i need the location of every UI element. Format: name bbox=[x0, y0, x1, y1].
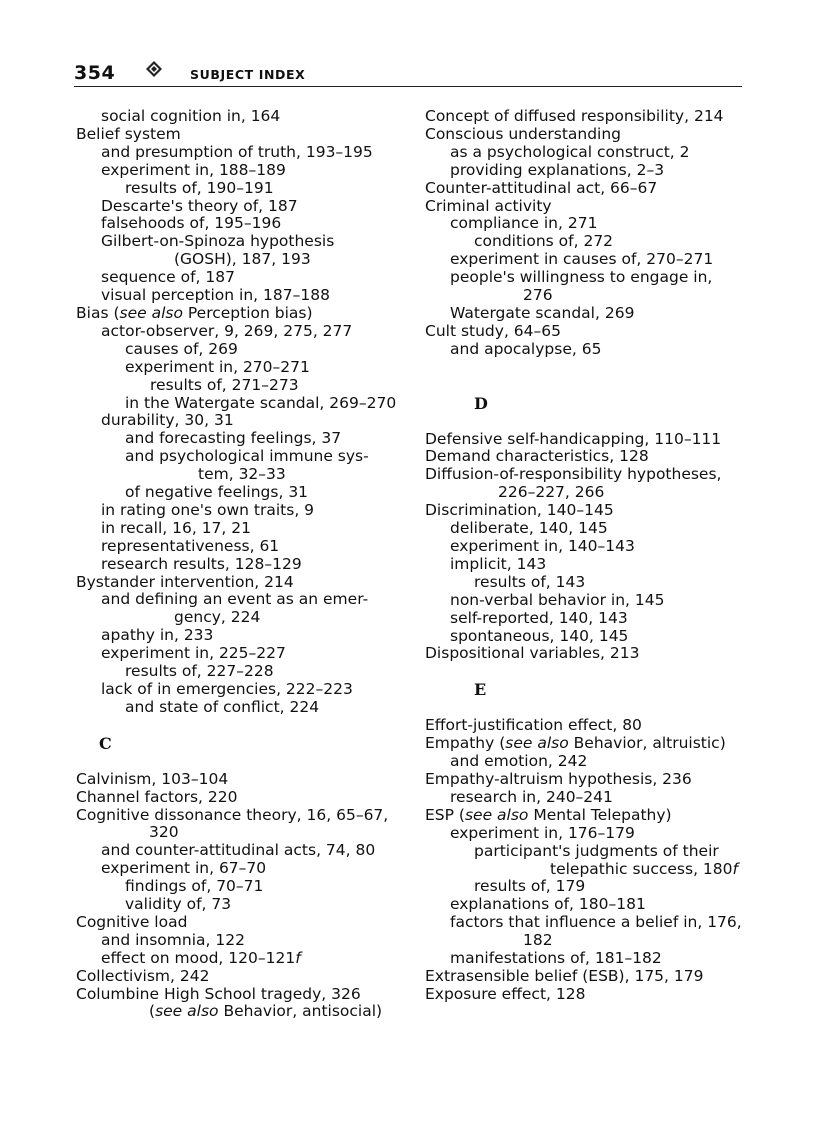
index-entry: results of, 190–191 bbox=[125, 178, 274, 197]
index-entry: and counter-attitudinal acts, 74, 80 bbox=[101, 841, 376, 860]
index-entry: conditions of, 272 bbox=[474, 232, 614, 251]
index-entry-continuation: (see also Behavior, antisocial) bbox=[149, 1002, 383, 1021]
section-letter-e: E bbox=[474, 680, 487, 700]
index-entry: in rating one's own traits, 9 bbox=[101, 500, 315, 519]
index-entry: implicit, 143 bbox=[450, 554, 547, 573]
index-entry: results of, 179 bbox=[474, 877, 586, 896]
index-entry: research results, 128–129 bbox=[101, 554, 302, 573]
index-entry: findings of, 70–71 bbox=[125, 877, 264, 896]
index-entry: Cognitive dissonance theory, 16, 65–67, bbox=[76, 805, 389, 824]
index-entry: lack of in emergencies, 222–223 bbox=[101, 680, 353, 698]
index-entry: Channel factors, 220 bbox=[76, 787, 238, 806]
index-entry: factors that influence a belief in, 176, bbox=[450, 913, 742, 932]
index-entry: results of, 143 bbox=[474, 572, 586, 591]
index-entry-continuation: 276 bbox=[523, 286, 553, 305]
index-entry: results of, 271–273 bbox=[150, 375, 299, 394]
index-entry-continuation: 182 bbox=[523, 931, 553, 950]
index-entry: causes of, 269 bbox=[125, 339, 238, 358]
index-entry: experiment in, 176–179 bbox=[450, 823, 635, 842]
index-entry: representativeness, 61 bbox=[101, 536, 280, 555]
index-entry: experiment in causes of, 270–271 bbox=[450, 250, 714, 269]
index-entry: providing explanations, 2–3 bbox=[450, 160, 665, 179]
index-entry-continuation: 320 bbox=[149, 823, 179, 842]
index-entry: and psychological immune sys- bbox=[125, 447, 369, 466]
index-entry: Diffusion-of-responsibility hypotheses, bbox=[425, 465, 722, 484]
index-entry-empathy: Empathy (see also Behavior, altruistic) bbox=[425, 734, 726, 753]
index-entry: Watergate scandal, 269 bbox=[450, 303, 635, 322]
index-column-left bbox=[76, 108, 406, 1021]
index-entry-bias: Bias (see also Perception bias) bbox=[76, 303, 313, 322]
index-entry: Columbine High School tragedy, 326 bbox=[76, 984, 361, 1003]
index-entry: Counter-attitudinal act, 66–67 bbox=[425, 178, 658, 197]
index-entry: Criminal activity bbox=[425, 196, 552, 215]
index-entry: Bystander intervention, 214 bbox=[76, 572, 294, 591]
index-entry: Collectivism, 242 bbox=[76, 966, 210, 985]
index-entry: Descarte's theory of, 187 bbox=[101, 196, 298, 215]
index-entry: Exposure effect, 128 bbox=[425, 984, 586, 1003]
index-entry: Effort-justification effect, 80 bbox=[425, 716, 642, 735]
index-entry: compliance in, 271 bbox=[450, 214, 598, 233]
index-entry: sequence of, 187 bbox=[101, 268, 235, 287]
index-entry-mood: effect on mood, 120–121f bbox=[101, 948, 301, 967]
index-entry: experiment in, 270–271 bbox=[125, 357, 310, 376]
index-entry: Gilbert-on-Spinoza hypothesis bbox=[101, 232, 335, 251]
index-entry: manifestations of, 181–182 bbox=[450, 949, 662, 968]
index-entry: Calvinism, 103–104 bbox=[76, 769, 229, 788]
index-entry: visual perception in, 187–188 bbox=[101, 286, 330, 305]
index-entry: people's willingness to engage in, bbox=[450, 268, 713, 287]
diamond-ornament-icon bbox=[146, 61, 162, 77]
index-entry: in recall, 16, 17, 21 bbox=[101, 518, 251, 537]
index-entry: and presumption of truth, 193–195 bbox=[101, 142, 373, 161]
header-title: SUBJECT INDEX bbox=[190, 67, 306, 82]
index-entry: self-reported, 140, 143 bbox=[450, 608, 628, 627]
index-entry: participant's judgments of their bbox=[474, 841, 719, 860]
index-entry: and emotion, 242 bbox=[450, 752, 588, 771]
index-entry: results of, 227–228 bbox=[125, 662, 274, 681]
index-entry: non-verbal behavior in, 145 bbox=[450, 590, 665, 609]
index-entry: as a psychological construct, 2 bbox=[450, 142, 690, 161]
index-entry: research in, 240–241 bbox=[450, 787, 613, 806]
index-entry: deliberate, 140, 145 bbox=[450, 519, 608, 538]
index-entry: and state of conflict, 224 bbox=[125, 697, 320, 716]
index-entry-continuation: (GOSH), 187, 193 bbox=[174, 250, 311, 269]
index-column-right bbox=[425, 108, 745, 1004]
index-entry: Concept of diffused responsibility, 214 bbox=[425, 107, 724, 125]
index-entry: actor-observer, 9, 269, 275, 277 bbox=[101, 321, 353, 340]
section-letter-d: D bbox=[474, 393, 488, 413]
index-entry-continuation: tem, 32–33 bbox=[198, 465, 286, 484]
index-entry-continuation: telepathic success, 180f bbox=[550, 859, 738, 878]
index-entry: Belief system bbox=[76, 124, 181, 143]
index-entry: and insomnia, 122 bbox=[101, 930, 245, 949]
index-entry: Empathy-altruism hypothesis, 236 bbox=[425, 769, 692, 788]
index-entry: Dispositional variables, 213 bbox=[425, 644, 640, 663]
index-entry: social cognition in, 164 bbox=[101, 107, 281, 125]
index-entry: experiment in, 188–189 bbox=[101, 160, 286, 179]
index-entry: and defining an event as an emer- bbox=[101, 590, 369, 609]
index-entry-esp: ESP (see also Mental Telepathy) bbox=[425, 805, 672, 824]
index-entry: falsehoods of, 195–196 bbox=[101, 214, 282, 233]
index-entry: explanations of, 180–181 bbox=[450, 895, 646, 914]
index-entry: spontaneous, 140, 145 bbox=[450, 626, 629, 645]
index-entry-continuation: gency, 224 bbox=[174, 608, 261, 627]
index-entry: Defensive self-handicapping, 110–111 bbox=[425, 429, 722, 448]
index-entry: Cult study, 64–65 bbox=[425, 321, 561, 340]
running-header bbox=[74, 60, 742, 87]
index-entry: durability, 30, 31 bbox=[101, 411, 234, 430]
index-entry: and forecasting feelings, 37 bbox=[125, 429, 342, 448]
index-entry: apathy in, 233 bbox=[101, 626, 214, 645]
index-entry: Cognitive load bbox=[76, 912, 188, 931]
index-entry: experiment in, 140–143 bbox=[450, 537, 635, 556]
index-entry: and apocalypse, 65 bbox=[450, 339, 602, 358]
index-entry: of negative feelings, 31 bbox=[125, 483, 309, 502]
section-letter-c: C bbox=[99, 733, 112, 753]
index-entry: in the Watergate scandal, 269–270 bbox=[125, 393, 397, 412]
index-entry-continuation: 226–227, 266 bbox=[498, 483, 605, 502]
index-entry: experiment in, 67–70 bbox=[101, 859, 267, 878]
index-entry: experiment in, 225–227 bbox=[101, 644, 286, 663]
index-entry: Conscious understanding bbox=[425, 124, 622, 143]
index-entry: Extrasensible belief (ESB), 175, 179 bbox=[425, 966, 704, 985]
index-entry: Discrimination, 140–145 bbox=[425, 501, 614, 520]
index-entry: Demand characteristics, 128 bbox=[425, 447, 649, 466]
page-number: 354 bbox=[74, 62, 116, 84]
index-entry: validity of, 73 bbox=[125, 895, 232, 914]
